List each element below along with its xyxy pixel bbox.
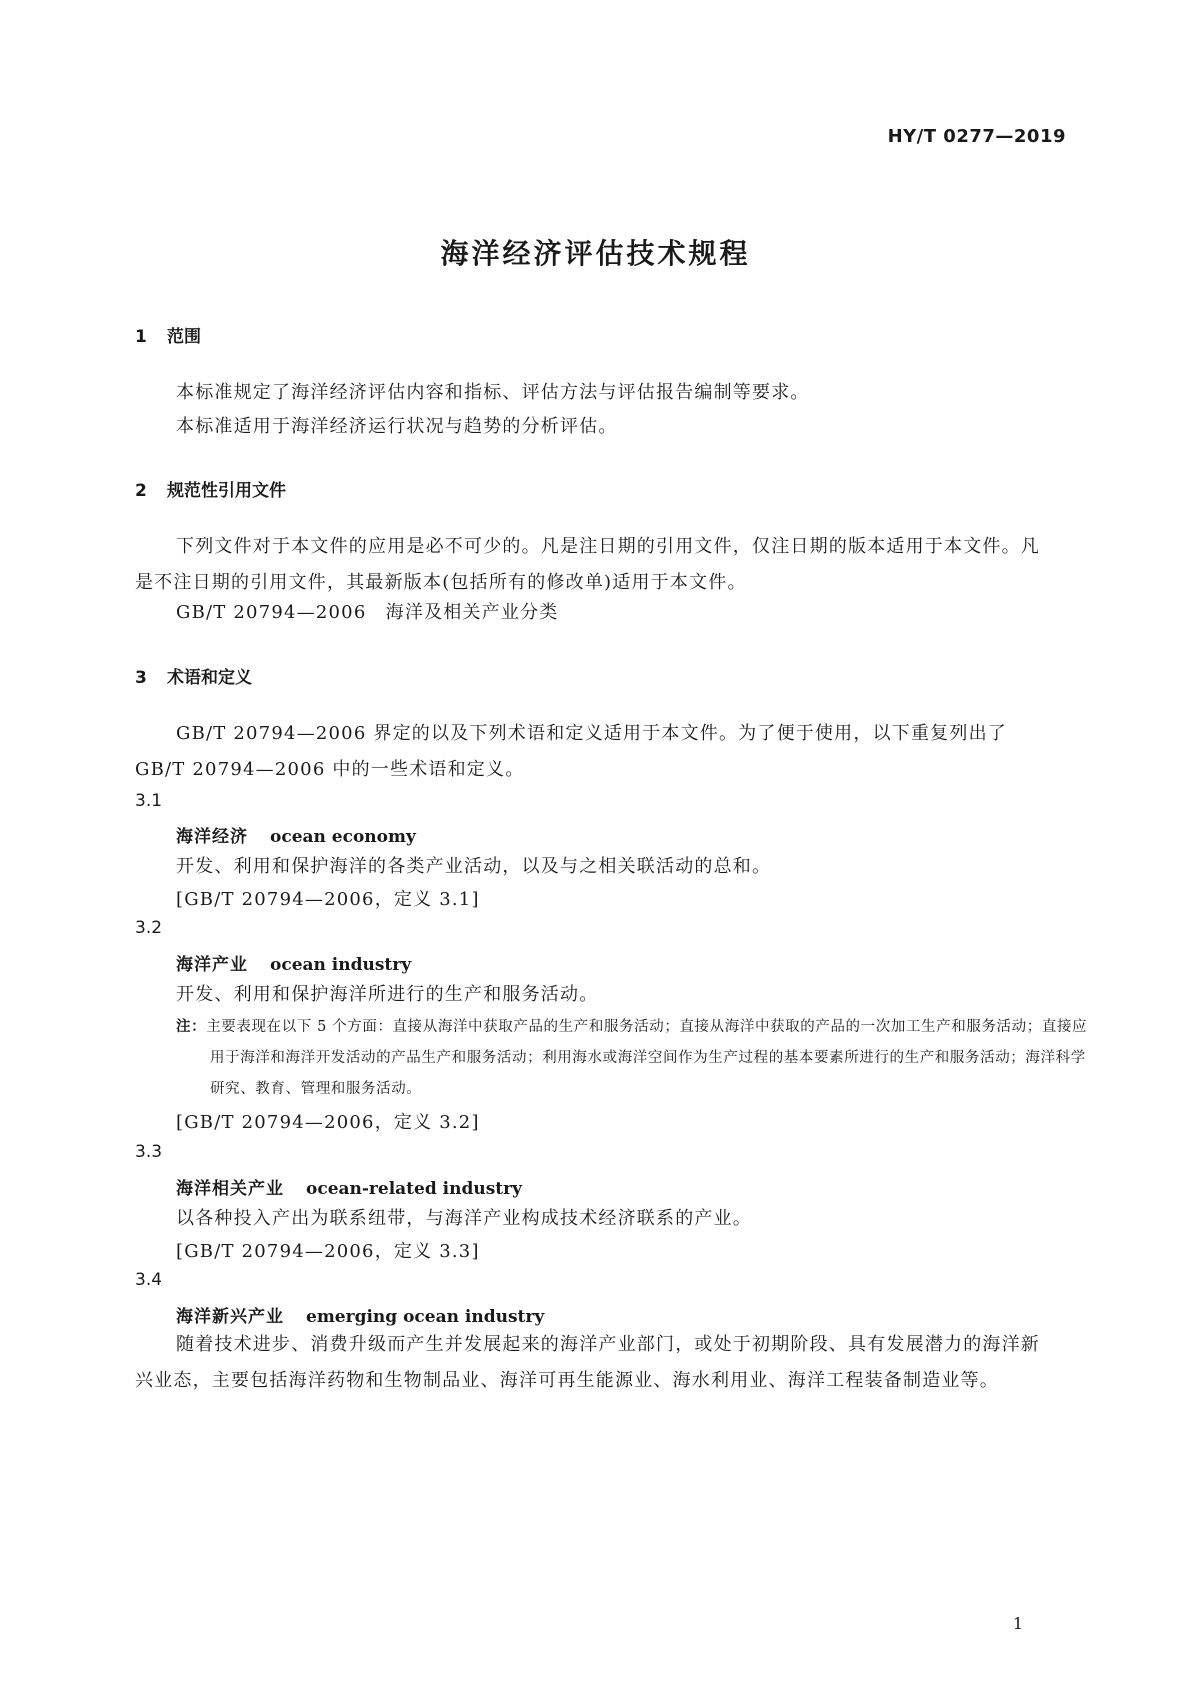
term-name-zh: 海洋相关产业 xyxy=(176,1179,284,1199)
normative-reference: GB/T 20794—2006 海洋及相关产业分类 xyxy=(176,602,559,623)
term-name-en: ocean industry xyxy=(270,955,412,975)
page-number: 1 xyxy=(1012,1614,1023,1633)
term-heading xyxy=(176,822,416,847)
term-note xyxy=(176,1012,1090,1105)
term-source: [GB/T 20794—2006，定义 3.1] xyxy=(176,889,480,910)
section-3-intro: GB/T 20794—2006 界定的以及下列术语和定义适用于本文件。为了便于使用，以下重复列出了GB/T 20794—2006 中的一些术语和定义。 xyxy=(135,723,1007,780)
term-name-en: ocean-related industry xyxy=(306,1179,522,1199)
term-number: 3.3 xyxy=(135,1142,163,1162)
section-1-heading xyxy=(135,322,201,347)
term-name-en: emerging ocean industry xyxy=(306,1307,545,1327)
term-number: 3.1 xyxy=(135,791,163,811)
section-3-number: 3 xyxy=(135,668,147,688)
term-heading xyxy=(176,950,411,975)
document-title: 海洋经济评估技术规程 xyxy=(440,237,751,270)
term-source: [GB/T 20794—2006，定义 3.3] xyxy=(176,1241,480,1262)
term-name-zh: 海洋产业 xyxy=(176,955,248,975)
term-source: [GB/T 20794—2006，定义 3.2] xyxy=(176,1112,480,1133)
term-definition: 以各种投入产出为联系纽带，与海洋产业构成技术经济联系的产业。 xyxy=(176,1208,752,1229)
term-number: 3.2 xyxy=(135,918,163,938)
note-label: 注： xyxy=(176,1019,207,1035)
term-definition: 随着技术进步、消费升级而产生并发展起来的海洋产业部门，或处于初期阶段、具有发展潜力的海洋新兴业态，主要包括海洋药物和生物制品业、海洋可再生能源业、海水利用业、海洋工程装备制造业等。 xyxy=(135,1334,1040,1391)
section-3-title: 术语和定义 xyxy=(167,668,252,688)
section-2-heading xyxy=(135,476,286,501)
term-name-zh: 海洋经济 xyxy=(176,827,248,847)
note-text: 主要表现在以下 5 个方面：直接从海洋中获取产品的生产和服务活动；直接从海洋中获取的产品的一次加工生产和服务活动；直接应用于海洋和海洋开发活动的产品生产和服务活动；利用海水或海洋空间作为生产过程的基本要素所进行的生产和服务活动；海洋科学研究、教育、管理和服务活动。 xyxy=(206,1019,1088,1097)
term-number: 3.4 xyxy=(135,1270,163,1290)
term-definition: 开发、利用和保护海洋所进行的生产和服务活动。 xyxy=(176,984,599,1005)
term-definition: 开发、利用和保护海洋的各类产业活动，以及与之相关联活动的总和。 xyxy=(176,856,772,877)
section-1-paragraph-1: 本标准规定了海洋经济评估内容和指标、评估方法与评估报告编制等要求。 xyxy=(176,382,810,403)
section-1-paragraph-2: 本标准适用于海洋经济运行状况与趋势的分析评估。 xyxy=(176,416,618,437)
term-name-zh: 海洋新兴产业 xyxy=(176,1307,284,1327)
standard-code: HY/T 0277—2019 xyxy=(887,126,1066,147)
section-1-title: 范围 xyxy=(167,327,201,347)
section-2-title: 规范性引用文件 xyxy=(167,481,286,501)
term-heading xyxy=(176,1174,522,1199)
section-2-paragraph: 下列文件对于本文件的应用是必不可少的。凡是注日期的引用文件，仅注日期的版本适用于本文件。凡是不注日期的引用文件，其最新版本(包括所有的修改单)适用于本文件。 xyxy=(135,536,1040,593)
section-2-number: 2 xyxy=(135,481,147,501)
term-heading xyxy=(176,1302,544,1327)
term-name-en: ocean economy xyxy=(270,827,416,847)
section-3-heading xyxy=(135,663,252,688)
section-1-number: 1 xyxy=(135,327,147,347)
